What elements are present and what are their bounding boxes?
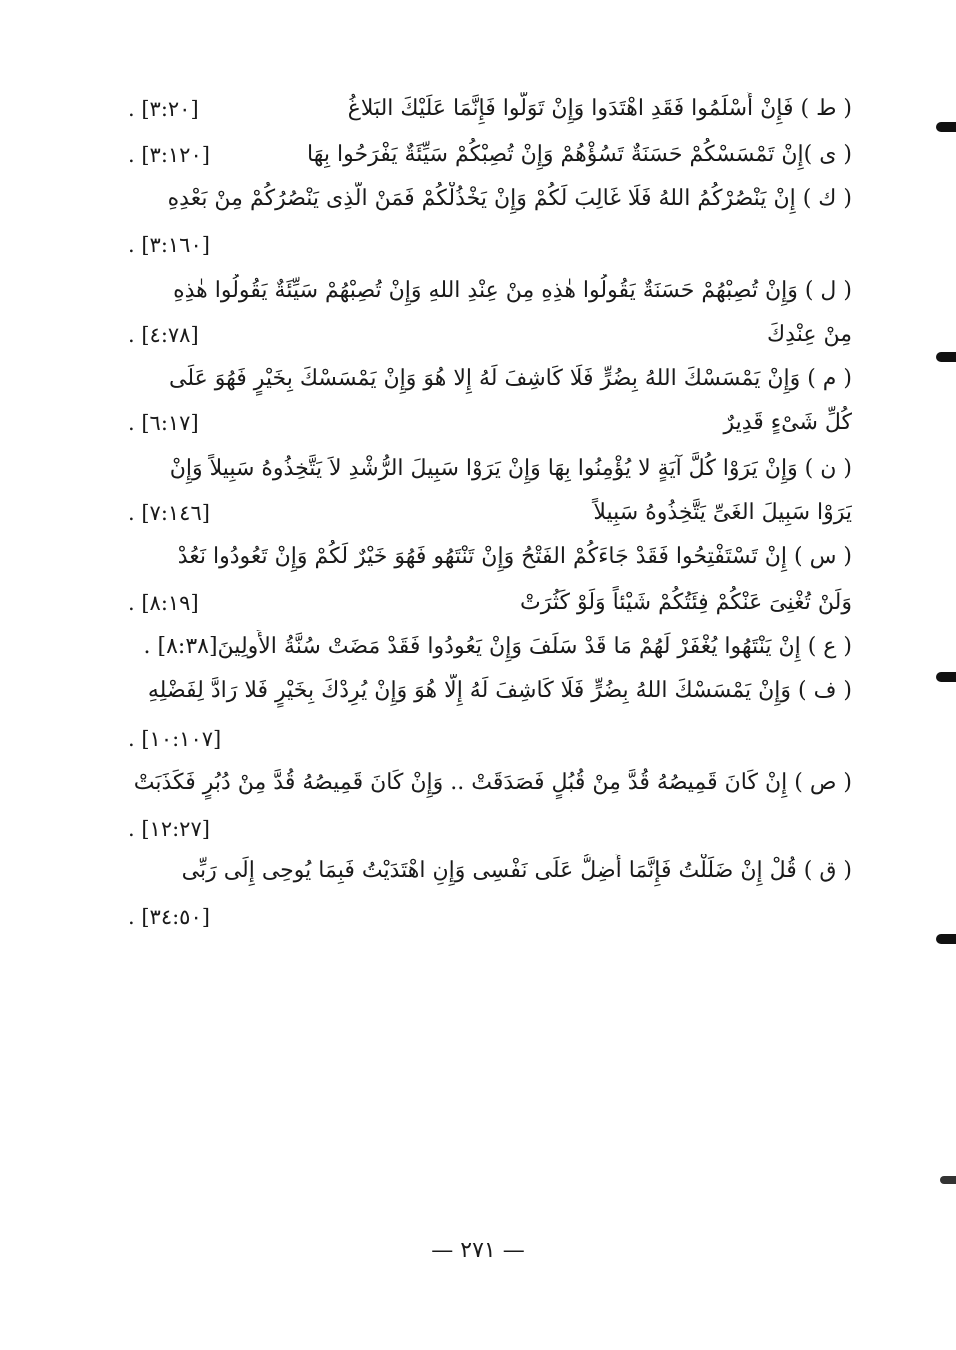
text-line xyxy=(128,406,852,440)
verse-reference: . [٣:١٢٠] xyxy=(128,143,210,167)
text-line xyxy=(128,318,852,352)
verse-reference: . [٧:١٤٦] xyxy=(128,501,210,525)
line-text: ( ك ) إِنْ يَنْصُرْكُمُ اللهُ فَلَا غَالِبَ لَكُمْ وَإِنْ يَخْذُلْكُمْ فَمَنْ الَّذِى يَنْصُرُكُمْ مِنْ بَعْدِهِ xyxy=(167,186,852,211)
text-line xyxy=(128,812,852,846)
binding-mark xyxy=(940,1176,956,1184)
line-text: يَرَوْا سَبِيلَ الغَىِّ يَتَّخِذُوهُ سَبِيلاً xyxy=(593,500,852,525)
text-line xyxy=(128,182,852,216)
text-line xyxy=(128,138,852,172)
text-line xyxy=(128,586,852,620)
line-text: ( ى )إِنْ تَمْسَسْكُمْ حَسَنَةٌ تَسُؤْهُمْ وَإِنْ تُصِبْكُمْ سَيِّئَةٌ يَفْرَحُوا بِهَا xyxy=(307,142,852,167)
verse-reference: . [٣٤:٥٠] xyxy=(128,905,210,929)
text-line xyxy=(128,766,852,800)
line-text: وَلَنْ تُغْنِىَ عَنْكُمْ فِئَتُكُمْ شَيْئاً وَلَوْ كَثُرَتْ xyxy=(520,590,852,615)
line-text: ( س ) إِنْ تَسْتَفْتِحُوا فَقَدْ جَاءَكُمْ الفَتْحُ وَإِنْ تَنْتَهُو فَهُوَ خَيْرٌ لَكُمْ وَإِنْ تَعُودُوا نَعُدْ xyxy=(177,544,852,569)
binding-mark xyxy=(936,934,956,944)
text-line xyxy=(128,362,852,396)
text-line xyxy=(128,452,852,486)
text-line xyxy=(128,722,852,756)
verse-reference: . [٣:٢٠] xyxy=(128,97,199,121)
verse-reference: . [٣:١٦٠] xyxy=(128,233,210,257)
page-number: — ٢٧١ — xyxy=(431,1238,525,1263)
binding-mark xyxy=(936,122,956,132)
text-line xyxy=(128,496,852,530)
text-line xyxy=(128,674,852,708)
line-text: مِنْ عِنْدِكَ xyxy=(767,322,852,347)
line-text: ( م ) وَإِنْ يَمْسَسْكَ اللهُ بِضُرٍّ فَلَا كَاشِفَ لَهُ إِلا هُوَ وَإِنْ يَمْسَسْكَ بِخَيْرٍ فَهُوَ عَلَى xyxy=(169,366,852,391)
text-line xyxy=(128,228,852,262)
binding-mark xyxy=(936,672,956,682)
line-text: ( ق ) قُلْ إِنْ ضَلَلْتُ فَإِنَّمَا أَضِلُّ عَلَى نَفْسِى وَإِنِ اهْتَدَيْتُ فَبِمَا يُوحِى إِلَى رَبِّى xyxy=(181,858,852,883)
text-line xyxy=(128,92,852,126)
binding-mark xyxy=(936,352,956,362)
verse-reference: . [١٢:٢٧] xyxy=(128,817,210,841)
verse-reference: . [٦:١٧] xyxy=(128,411,199,435)
line-text: ( ن ) وَإِنْ يَرَوْا كُلَّ آيَةٍ لا يُؤْمِنُوا بِهَا وَإِنْ يَرَوْا سَبِيلَ الرُّشْدِ لاَ يَتَّخِذُوهُ سَبِيلاً وَإِنْ xyxy=(169,456,852,481)
text-line xyxy=(128,630,852,664)
verse-reference: . [٤:٧٨] xyxy=(128,323,199,347)
line-text: ( ص ) إِنْ كَانَ قَمِيصُهُ قُدَّ مِنْ قُبُلٍ فَصَدَقَتْ .. وَإِنْ كَانَ قَمِيصُهُ قُدَّ مِنْ دُبُرٍ فَكَذَبَتْ xyxy=(133,770,852,795)
line-text: ( ط ) فَإِنْ أَسْلَمُوا فَقَدِ اهْتَدَوا وَإِنْ تَوَلَّوا فَإِنَّمَا عَلَيْكَ البَلاغُ xyxy=(347,96,852,121)
verse-reference: . [٨:١٩] xyxy=(128,591,199,615)
line-text: كُلِّ شَىْءٍ قَدِيرٌ xyxy=(723,410,852,435)
line-text: ( ل ) وَإِنْ تُصِبْهُمْ حَسَنَةٌ يَقُولُوا هٰذِهِ مِنْ عِنْدِ اللهِ وَإِنْ تُصِبْهُمْ سَيِّئَةٌ يَقُولُوا هٰذِهِ xyxy=(173,278,852,303)
text-line xyxy=(128,540,852,574)
verse-reference: . [١٠:١٠٧] xyxy=(128,727,222,751)
text-line xyxy=(128,900,852,934)
text-line xyxy=(128,854,852,888)
line-text: ( ع ) إِنْ يَنْتَهُوا يُغْفَرْ لَهُمْ مَا قَدْ سَلَفَ وَإِنْ يَعُودُوا فَقَدْ مَضَتْ سُنَّةُ الأَولِينَ[٨:٣٨] . xyxy=(143,634,852,659)
line-text: ( ف ) وَإِنْ يَمْسَسْكَ اللهُ بِضُرٍّ فَلَا كَاشِفَ لَهُ إِلَّا هُوَ وَإِنْ يُرِدْكَ بِخَيْرٍ فَلا رَادَّ لِفَضْلِهِ xyxy=(147,678,852,703)
text-line xyxy=(128,274,852,308)
